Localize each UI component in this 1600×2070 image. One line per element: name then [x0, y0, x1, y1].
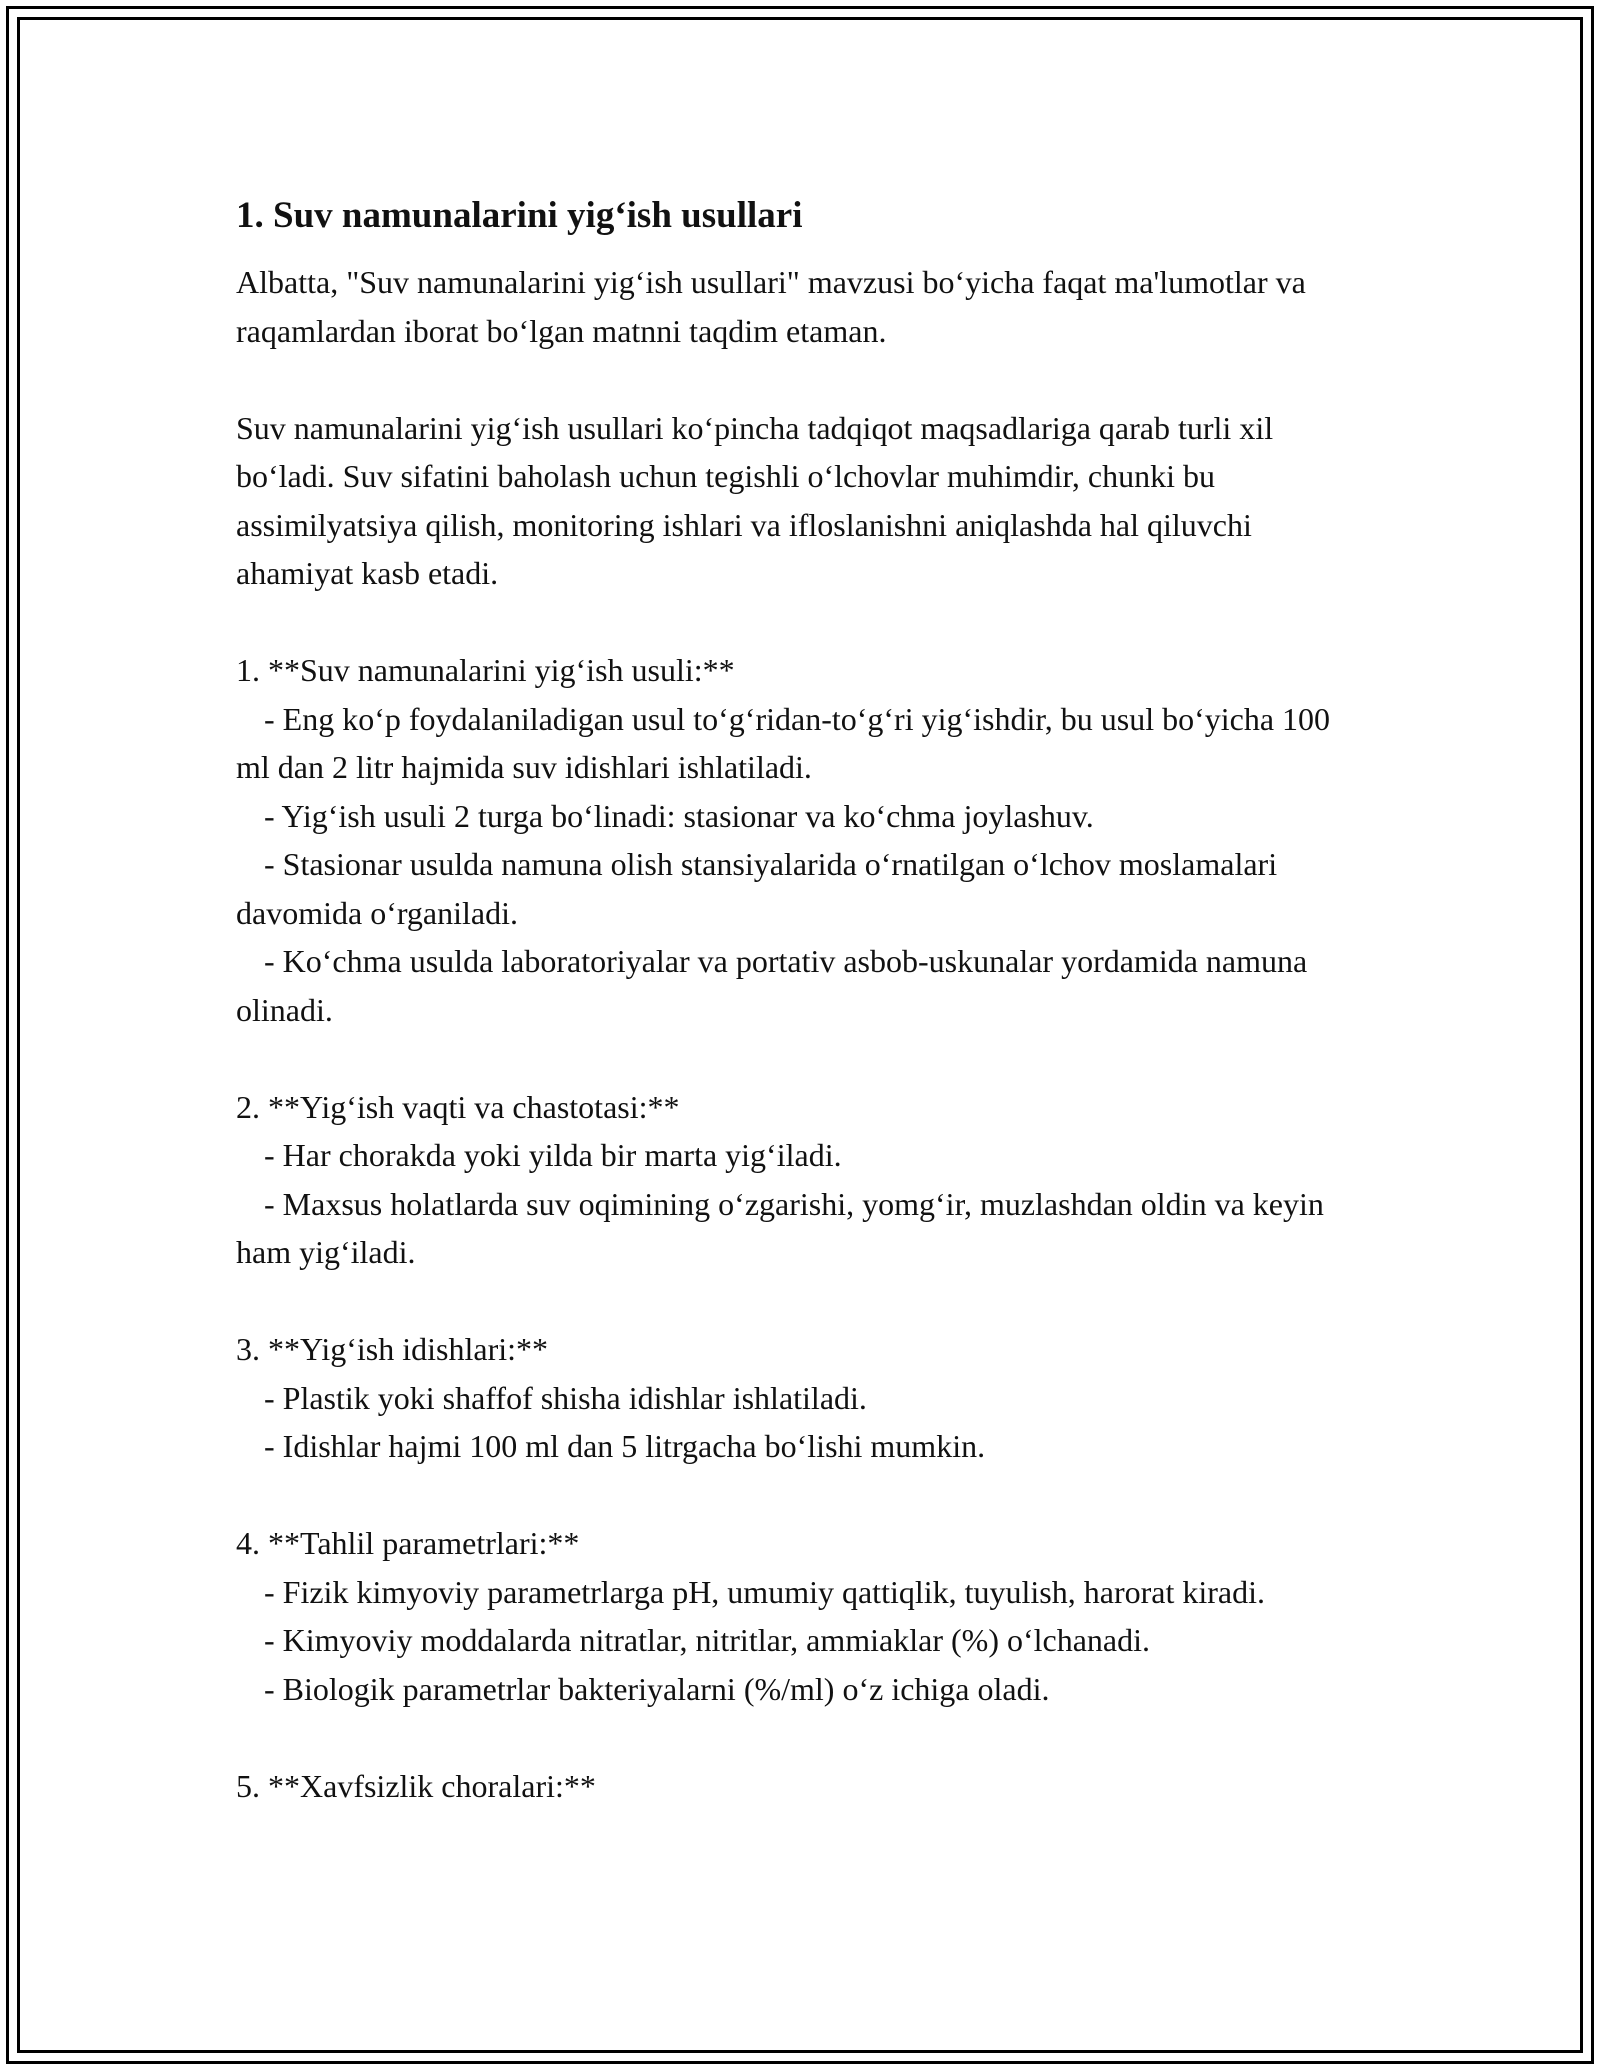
overview-paragraph: Suv namunalarini yig‘ish usullari ko‘pincha tadqiqot maqsadlariga qarab turli xil bo‘ladi. Suv sifatini baholash uchun tegishli o‘lchovlar muhimdir, chunki bu assimilyatsiya qilish, monitoring ishlari va ifloslanishni aniqlashda hal qiluvchi ahamiyat kasb etadi.	[236, 409, 1274, 591]
list-item	[236, 1422, 1366, 1471]
list-item	[236, 1568, 1366, 1617]
list-item	[236, 1616, 1366, 1665]
list-item-text: - Fizik kimyoviy parametrlarga pH, umumiy qattiqlik, tuyulish, harorat kiradi.	[264, 1573, 1265, 1610]
list-item-text: - Har chorakda yoki yilda bir marta yig‘iladi.	[264, 1137, 842, 1173]
section-sampling-method	[236, 646, 1366, 1034]
document-body	[236, 186, 1366, 1859]
list-item	[236, 1374, 1366, 1423]
list-item-text: - Yig‘ish usuli 2 turga bo‘linadi: stasionar va ko‘chma joylashuv.	[264, 797, 1094, 834]
list-item	[236, 792, 1366, 841]
list-item	[236, 937, 1366, 1034]
list-item	[236, 1131, 1366, 1180]
list-item-text: - Ko‘chma usulda laboratoriyalar va portativ asbob-uskunalar yordamida namuna olinadi.	[236, 943, 1308, 1028]
list-item-text: - Stasionar usulda namuna olish stansiyalarida o‘rnatilgan o‘lchov moslamalari davomida o‘rganiladi.	[236, 846, 1278, 931]
list-item-text: - Idishlar hajmi 100 ml dan 5 litrgacha bo‘lishi mumkin.	[264, 1428, 986, 1464]
list-item-text: - Biologik parametrlar bakteriyalarni (%/ml) o‘z ichiga oladi.	[264, 1670, 1050, 1707]
section-title: 3. **Yig‘ish idishlari:**	[236, 1331, 548, 1367]
section-title: 4. **Tahlil parametrlari:**	[236, 1525, 580, 1561]
list-item	[236, 695, 1366, 792]
section-containers	[236, 1325, 1366, 1471]
section-analysis-parameters	[236, 1519, 1366, 1713]
section-timing-frequency	[236, 1083, 1366, 1277]
section-title: 5. **Xavfsizlik choralari:**	[236, 1767, 596, 1804]
document-heading: 1. Suv namunalarini yig‘ish usullari	[236, 195, 803, 236]
section-title: 1. **Suv namunalarini yig‘ish usuli:**	[236, 652, 735, 688]
list-item	[236, 840, 1366, 937]
section-safety	[236, 1762, 1366, 1811]
list-item-text: - Kimyoviy moddalarda nitratlar, nitritlar, ammiaklar (%) o‘lchanadi.	[264, 1622, 1151, 1658]
intro-paragraph: Albatta, "Suv namunalarini yig‘ish usullari" mavzusi bo‘yicha faqat ma'lumotlar va raqamlardan iborat bo‘lgan matnni taqdim etaman.	[236, 264, 1306, 349]
list-item	[236, 1180, 1366, 1277]
list-item	[236, 1665, 1366, 1714]
list-item-text: - Maxsus holatlarda suv oqimining o‘zgarishi, yomg‘ir, muzlashdan oldin va keyin ham yig‘iladi.	[236, 1185, 1324, 1270]
section-title: 2. **Yig‘ish vaqti va chastotasi:**	[236, 1088, 680, 1125]
list-item-text: - Eng ko‘p foydalaniladigan usul to‘g‘ridan-to‘g‘ri yig‘ishdir, bu usul bo‘yicha 100 ml dan 2 litr hajmida suv idishlari ishlatiladi.	[236, 700, 1331, 785]
list-item-text: - Plastik yoki shaffof shisha idishlar ishlatiladi.	[264, 1379, 867, 1416]
